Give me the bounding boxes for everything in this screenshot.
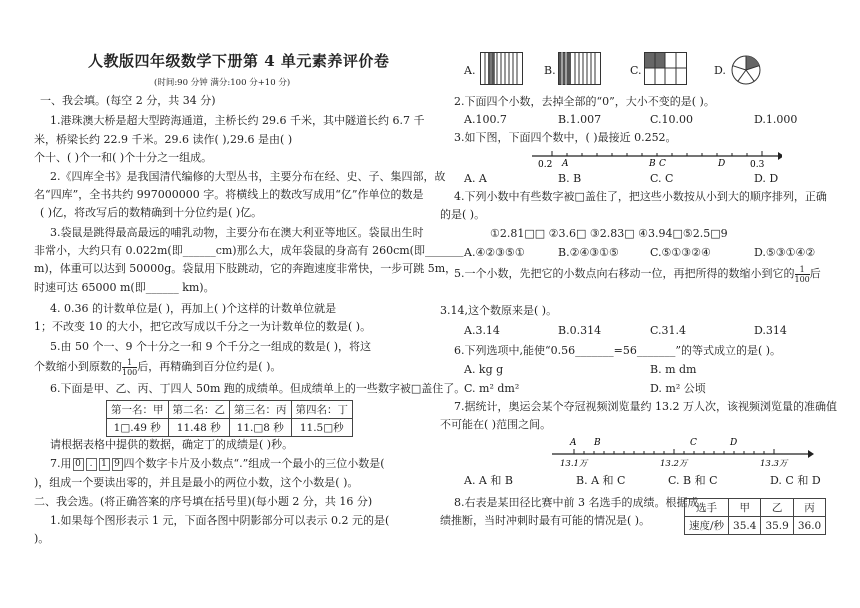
q5-frac-den: 100 (122, 367, 138, 377)
s2-q7-line1: 7.据统计，奥运会某个夺冠视频浏览量约 13.2 万人次，该视频浏览量的准确值 (454, 400, 837, 413)
s2-q7-line2: 不可能在( )范围之间。 (440, 418, 552, 431)
s2-q5-opt-b: B.0.314 (558, 324, 602, 337)
q8-speed-table (684, 498, 826, 535)
table-cell: 第一名：甲 (107, 401, 169, 419)
q7-number-line (552, 434, 814, 468)
table-header-row (685, 499, 826, 517)
q1-line2: 米，桥梁长约 22.9 千米。29.6 读作( ),29.6 是由( ) (34, 133, 293, 146)
table-row (107, 419, 353, 437)
q3-line4: 时速可达 65000 m(即______ km)。 (34, 281, 215, 294)
q7-line2: )，组成一个要读出零的，并且是最小的两位小数，这个小数是( )。 (34, 476, 359, 489)
q3-tick-0.2: 0.2 (538, 160, 553, 168)
s2-q6: 6.下列选项中,能使“0.56_______=56_______”的等式成立的是( )。 (454, 344, 782, 357)
s2-q3-opt-c: C. C (650, 172, 674, 185)
s2-q4-line1: 4.下列小数中有些数字被□盖住了，把这些小数按从小到大的顺序排列，正确 (454, 190, 827, 203)
s2-q4-line2: 的是( )。 (440, 208, 486, 221)
s2-q8-line1: 8.右表是某田径比赛中前 3 名选手的成绩。根据成 (454, 496, 699, 509)
digit-card: 0 (73, 458, 84, 471)
table-cell: 选手 (685, 499, 729, 517)
q3-line3: m)，体重可以达到 50000g。袋鼠用下肢跳动，它的奔跑速度非常快，一步可跳 5m， (34, 262, 457, 275)
q7-point-a: A (570, 438, 577, 448)
q7-point-d: D (730, 438, 738, 448)
s2-q1-line1: 1.如果每个图形表示 1 元，下面各图中阴影部分可以表示 0.2 元的是( (50, 514, 390, 527)
q2-line1: 2.《四库全书》是我国清代编修的大型丛书，主要分布在经、史、子、集四部，故 (50, 170, 446, 183)
q7-line1 (50, 457, 385, 471)
q7-tick-13.3: 13.3万 (760, 459, 788, 468)
s2-q7-opt-a: A. A 和 B (464, 474, 513, 487)
table-cell: 11.5□秒 (291, 419, 353, 437)
s2-q2-opt-b: B.1.007 (558, 113, 602, 126)
q7-tick-13.1: 13.1万 (560, 459, 588, 468)
s2-q5-opt-d: D.314 (754, 324, 787, 337)
right-column (440, 0, 860, 608)
q5-text-post: 后，再精确到百分位约是( )。 (137, 360, 282, 373)
q4-line2: 1；不改变 10 的大小，把它改写成以千分之一为计数单位的数是( )。 (34, 320, 372, 333)
s2-q5-line1 (454, 262, 821, 286)
q5-line2 (34, 356, 281, 378)
q3-point-b: B (649, 159, 656, 168)
q2-line2: 名“四库”，全书共约 997000000 字。将横线上的数改写成用“亿”作单位的数是 (34, 188, 424, 201)
table-cell: 1□.49 秒 (107, 419, 169, 437)
q3-point-d: D (718, 159, 726, 168)
q7-text-post: 四个数字卡片及小数点“.”组成一个最小的三位小数是( (123, 457, 385, 470)
s2-q4-opt-a: A.④②③⑤① (464, 246, 525, 259)
digit-card: . (86, 458, 97, 471)
q5-frac-num: 1 (122, 358, 137, 368)
section1-heading: 一、我会填。(每空 2 分，共 34 分) (40, 94, 216, 107)
q5-fraction (122, 358, 137, 377)
s2-q7-opt-c: C. B 和 C (668, 474, 718, 487)
s2-q4-opt-d: D.⑤③①④② (754, 246, 816, 259)
section2-heading: 二、我会选。(将正确答案的序号填在括号里)(每小题 2 分，共 16 分) (34, 495, 373, 508)
q3-line2: 非常小，大约只有 0.022m(即______cm)那么大，成年袋鼠的身高有 260cm(即_______ (34, 244, 464, 257)
table-cell: 36.0 (793, 517, 825, 535)
s2-q1-line2: )。 (34, 532, 50, 545)
q3-line1: 3.袋鼠是跳得最高最远的哺乳动物，主要分布在澳大利亚等地区。袋鼠出生时 (50, 226, 424, 239)
table-cell: 11.48 秒 (168, 419, 230, 437)
figure-b-striped-rect (558, 52, 602, 86)
s2-q6-opt-a: A. kg g (464, 363, 504, 376)
digit-card: 1 (99, 458, 110, 471)
s2-q3-opt-b: B. B (558, 172, 582, 185)
s2-q2-opt-d: D.1.000 (754, 113, 798, 126)
q5-text-pre: 个数缩小到原数的 (34, 360, 122, 373)
s2-q2-opt-a: A.100.7 (464, 113, 507, 126)
table-cell: 速度/秒 (685, 517, 729, 535)
s2-q5-frac-num: 1 (795, 265, 810, 275)
s2-q5-text-post: 后 (809, 267, 821, 280)
q7-tick-13.2: 13.2万 (660, 459, 688, 468)
s2-q5-fraction (795, 265, 810, 284)
s2-q5-line2: 3.14,这个数原来是( )。 (440, 304, 558, 317)
s2-q5-text-pre: 5.一个小数，先把它的小数点向右移动一位，再把所得的数缩小到它的 (454, 267, 795, 280)
figure-c-grid-rect (644, 52, 688, 86)
table-cell: 35.9 (761, 517, 793, 535)
table-row (685, 517, 826, 535)
q6-score-table (106, 400, 353, 437)
s2-q8-line2: 绩推断，当时冲刺时最有可能的情况是( )。 (440, 514, 651, 527)
s2-q6-opt-c: C. m² dm² (464, 382, 520, 395)
s2-q2-opt-c: C.10.00 (650, 113, 694, 126)
page-subtitle: (时间:90 分钟 满分:100 分+10 分) (154, 78, 291, 88)
table-cell: 35.4 (729, 517, 761, 535)
q5-line1: 5.由 50 个一、9 个十分之一和 9 个千分之一组成的数是( )，将这 (50, 340, 372, 353)
q3-point-a: A (562, 159, 569, 168)
s2-q2: 2.下面四个小数，去掉全部的“0”，大小不变的是( )。 (454, 95, 715, 108)
digit-card: 9 (112, 458, 123, 471)
q3-point-c: C (659, 159, 666, 168)
s2-q4-opt-b: B.②④③①⑤ (558, 246, 619, 259)
fig-label-b: B. (544, 64, 556, 77)
table-cell: 11.□8 秒 (230, 419, 292, 437)
table-cell: 第四名：丁 (291, 401, 353, 419)
fig-label-a: A. (464, 64, 476, 77)
q6-line1: 6.下面是甲、乙、丙、丁四人 50m 跑的成绩单。但成绩单上的一些数字被□盖住了。 (50, 382, 466, 395)
s2-q5-opt-a: A.3.14 (464, 324, 500, 337)
s2-q6-opt-d: D. m² 公顷 (650, 382, 706, 395)
s2-q5-opt-c: C.31.4 (650, 324, 687, 337)
q7-text-pre: 7.用 (50, 457, 72, 470)
table-cell: 第二名：乙 (168, 401, 230, 419)
s2-q7-opt-b: B. A 和 C (576, 474, 626, 487)
s2-q3: 3.如下图，下面四个数中，( )最接近 0.252。 (454, 131, 677, 144)
s2-q6-opt-b: B. m dm (650, 363, 697, 376)
q3-tick-0.3: 0.3 (750, 160, 765, 168)
q7-point-c: C (690, 438, 697, 448)
q1-line1: 1.港珠澳大桥是超大型跨海通道，主桥长约 29.6 千米，其中隧道长约 6.7 千 (50, 114, 425, 127)
s2-q3-opt-d: D. D (754, 172, 779, 185)
table-cell: 乙 (761, 499, 793, 517)
s2-q7-opt-d: D. C 和 D (770, 474, 821, 487)
s2-q4-opt-c: C.⑤①③②④ (650, 246, 711, 259)
page-title: 人教版四年级数学下册第 4 单元素养评价卷 (88, 52, 390, 70)
table-cell: 甲 (729, 499, 761, 517)
figure-d-pie-circle (730, 54, 762, 86)
q2-line3: ( )亿，将改写后的数精确到十分位约是( )亿。 (40, 206, 263, 219)
s2-q4-numbers: ①2.81□□ ②3.6□ ③2.83□ ④3.94□⑤2.5□9 (490, 227, 728, 240)
table-cell: 第三名：丙 (230, 401, 292, 419)
q1-line3: 个十、( )个一和( )个十分之一组成。 (34, 151, 213, 164)
figure-a-striped-rect (480, 52, 524, 86)
q3-number-line (532, 146, 782, 168)
table-header-row (107, 401, 353, 419)
q7-point-b: B (594, 438, 601, 448)
s2-q3-opt-a: A. A (464, 172, 487, 185)
s2-q5-frac-den: 100 (794, 274, 810, 284)
q6-line2: 请根据表格中提供的数据，确定丁的成绩是( )秒。 (50, 438, 294, 451)
table-cell: 丙 (793, 499, 825, 517)
fig-label-c: C. (630, 64, 642, 77)
q4-line1: 4. 0.36 的计数单位是( )，再加上( )个这样的计数单位就是 (50, 302, 337, 315)
fig-label-d: D. (714, 64, 726, 77)
